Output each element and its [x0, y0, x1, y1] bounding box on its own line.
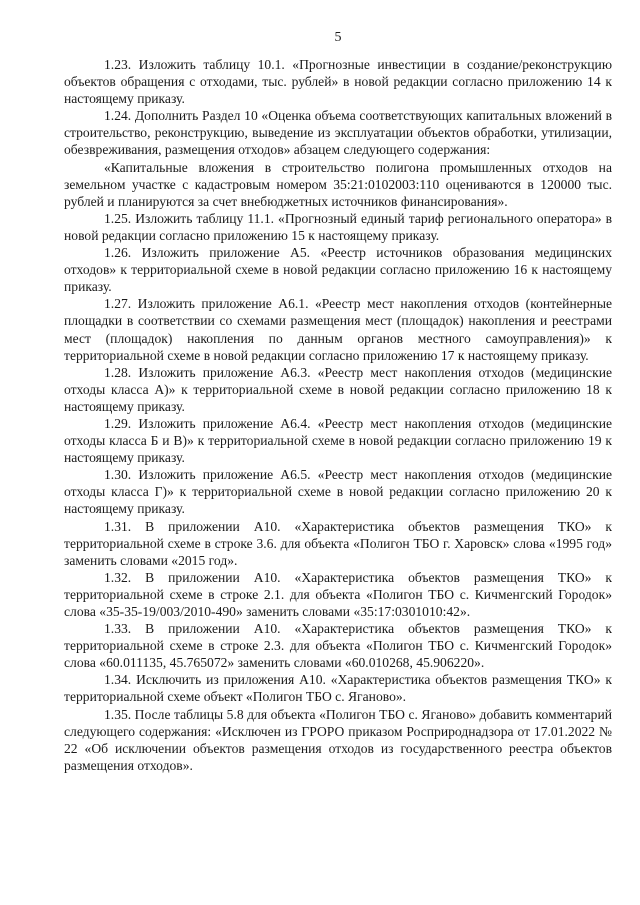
paragraph-1-25: 1.25. Изложить таблицу 11.1. «Прогнозный единый тариф регионального оператора» в новой редакции согласно приложению 15 к настоящему приказу. [64, 210, 612, 243]
paragraph-1-32: 1.32. В приложении А10. «Характеристика объектов размещения ТКО» к территориальной схеме в строке 2.1. для объекта «Полигон ТБО с. Кичменгский Городок» слова «35-35-19/003/2010-490» заменить словами «35:17:0301010:42». [64, 569, 612, 619]
paragraph-1-24-quote: «Капитальные вложения в строительство полигона промышленных отходов на земельном участке с кадастровым номером 35:21:0102003:110 оцениваются в 120000 тыс. рублей и планируются за счет внебюджетных источников финансирования». [64, 159, 612, 209]
paragraph-1-35: 1.35. После таблицы 5.8 для объекта «Полигон ТБО с. Яганово» добавить комментарий следующего содержания: «Исключен из ГРОРО приказом Росприроднадзора от 17.01.2022 № 22 «Об исключении объектов размещения отходов из государственного реестра объектов размещения отходов». [64, 706, 612, 773]
paragraph-1-24: 1.24. Дополнить Раздел 10 «Оценка объема соответствующих капитальных вложений в строительство, реконструкцию, выведение из эксплуатации объектов обработки, утилизации, обезвреживания, размещения отходов» абзацем следующего содержания: [64, 108, 612, 158]
page-number: 5 [334, 30, 342, 45]
paragraph-1-28: 1.28. Изложить приложение А6.3. «Реестр мест накопления отходов (медицинские отходы класса А)» к территориальной схеме в новой редакции согласно приложению 18 к настоящему приказу. [64, 364, 612, 414]
paragraph-1-27: 1.27. Изложить приложение А6.1. «Реестр мест накопления отходов (контейнерные площадки в соответствии со схемами размещения мест (площадок) накопления и реестрами мест (площадок) накопления по данным органов местного самоуправления)» к территориальной схеме в новой редакции согласно приложению 17 к настоящему приказу. [64, 296, 612, 363]
paragraph-1-30: 1.30. Изложить приложение А6.5. «Реестр мест накопления отходов (медицинские отходы класса Г)» к территориальной схеме в новой редакции согласно приложению 20 к настоящему приказу. [64, 467, 612, 517]
paragraph-1-23: 1.23. Изложить таблицу 10.1. «Прогнозные инвестиции в создание/реконструкцию объектов обращения с отходами, тыс. рублей» в новой редакции согласно приложению 14 к настоящему приказу. [64, 57, 612, 107]
document-body [64, 56, 612, 774]
paragraph-1-33: 1.33. В приложении А10. «Характеристика объектов размещения ТКО» к территориальной схеме в строке 2.3. для объекта «Полигон ТБО с. Кичменгский Городок» слова «60.011135, 45.765072» заменить словами «60.010268, 45.906220». [64, 621, 612, 671]
paragraph-1-26: 1.26. Изложить приложение А5. «Реестр источников образования медицинских отходов» к территориальной схеме в новой редакции согласно приложению 16 к настоящему приказу. [64, 245, 612, 295]
paragraph-1-29: 1.29. Изложить приложение А6.4. «Реестр мест накопления отходов (медицинские отходы класса Б и В)» к территориальной схеме в новой редакции согласно приложению 19 к настоящему приказу. [64, 415, 612, 466]
paragraph-1-34: 1.34. Исключить из приложения А10. «Характеристика объектов размещения ТКО» к территориальной схеме объект «Полигон ТБО с. Яганово». [64, 672, 612, 705]
paragraph-1-31: 1.31. В приложении А10. «Характеристика объектов размещения ТКО» к территориальной схеме в строке 3.6. для объекта «Полигон ТБО г. Харовск» слова «1995 год» заменить словами «2015 год». [64, 518, 612, 568]
